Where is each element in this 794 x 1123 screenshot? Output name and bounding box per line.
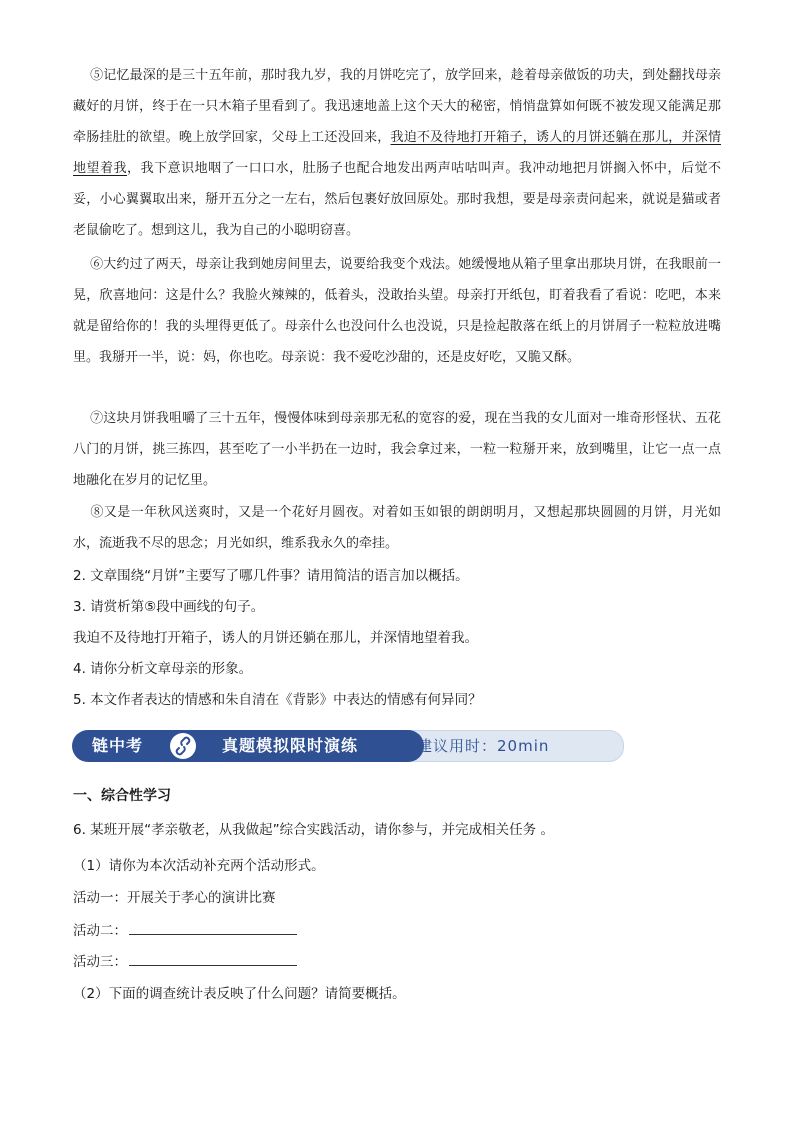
banner-time-label: 建议用时：20min [417,737,550,755]
task-subquestion-2: （2）下面的调查统计表反映了什么问题？请简要概括。 [73,986,406,1002]
banner-middle-label: 真题模拟限时演练 [222,736,359,755]
paragraph-7 [73,403,721,496]
p5-underlined-sentence: 我迫不及待地打开箱子，诱人的月饼还躺在那儿，并深情地望着我 [73,130,721,176]
section-title: 一、综合性学习 [73,788,171,804]
activity-3-label: 活动三： [73,954,127,970]
paragraph-5 [73,60,721,246]
p6-text: ⑥大约过了两天，母亲让我到她房间里去，说要给我变个戏法。她缓慢地从箱子里拿出那块月饼，在我眼前一晃，欣喜地问：这是什么？我脸火辣辣的，低着头，没敢抬头望。母亲打开纸包，盯着我看了看说：吃吧，本来就是留给你的！我的头埋得更低了。母亲什么也没问什么也没说，只是捡起散落在纸上的月饼屑子一粒粒放进嘴里。我掰开一半，说：妈，你也吃。母亲说：我不爱吃沙甜的，还是皮好吃，又脆又酥。 [73,257,721,365]
activity-2-answer-line[interactable] [129,920,297,935]
activity-2-label: 活动二： [73,923,127,939]
p5-text-before: ⑤记忆最深的是三十五年前，那时我九岁，我的月饼吃完了，放学回来，趁着母亲做饭的功夫，到处翻找母亲藏好的月饼，终于在一只木箱子里看到了。我迅速地盖上这个天大的秘密，悄悄盘算如何既不被发现又能满足那牵肠挂肚的欲望。晚上放学回家，父母上工还没回来， [73,68,721,145]
activity-1: 活动一：开展关于孝心的演讲比赛 [73,890,276,906]
practice-banner [72,730,624,762]
question-6: 6. 某班开展“孝亲敬老，从我做起”综合实践活动，请你参与，并完成相关任务 。 [73,822,554,838]
paragraph-6 [73,249,721,373]
link-icon [170,733,196,759]
task-subquestion-1: （1）请你为本次活动补充两个活动形式。 [73,858,325,874]
question-3: 3. 请赏析第⑤段中画线的句子。 [73,599,265,615]
question-3-sentence: 我迫不及待地打开箱子，诱人的月饼还躺在那儿，并深情地望着我。 [73,630,478,646]
banner-left-label: 链中考 [92,736,144,755]
activity-3-answer-line[interactable] [129,951,297,966]
activity-2 [73,920,297,941]
question-4: 4. 请你分析文章母亲的形象。 [73,661,253,677]
p7-text: ⑦这块月饼我咀嚼了三十五年，慢慢体味到母亲那无私的宽容的爱，现在当我的女儿面对一堆奇形怪状、五花八门的月饼，挑三拣四，甚至吃了一小半扔在一边时，我会拿过来，一粒一粒掰开来，放到嘴里，让它一点一点地融化在岁月的记忆里。 [73,411,721,488]
question-5: 5. 本文作者表达的情感和朱自清在《背影》中表达的情感有何异同？ [73,692,482,708]
p5-text-after: ，我下意识地咽了一口口水，肚肠子也配合地发出两声咕咕叫声。我冲动地把月饼搁入怀中，后觉不妥，小心翼翼取出来，掰开五分之一左右，然后包裹好放回原处。那时我想，要是母亲责问起来，就说是猫或者老鼠偷吃了。想到这儿，我为自己的小聪明窃喜。 [73,161,721,238]
question-2: 2. 文章围绕“月饼”主要写了哪几件事？请用简洁的语言加以概括。 [73,568,469,584]
paragraph-8 [73,497,721,559]
activity-3 [73,951,297,972]
p8-text: ⑧又是一年秋风送爽时，又是一个花好月圆夜。对着如玉如银的朗朗明月，又想起那块圆圆的月饼，月光如水，流逝我不尽的思念；月光如织，维系我永久的牵挂。 [73,505,721,551]
